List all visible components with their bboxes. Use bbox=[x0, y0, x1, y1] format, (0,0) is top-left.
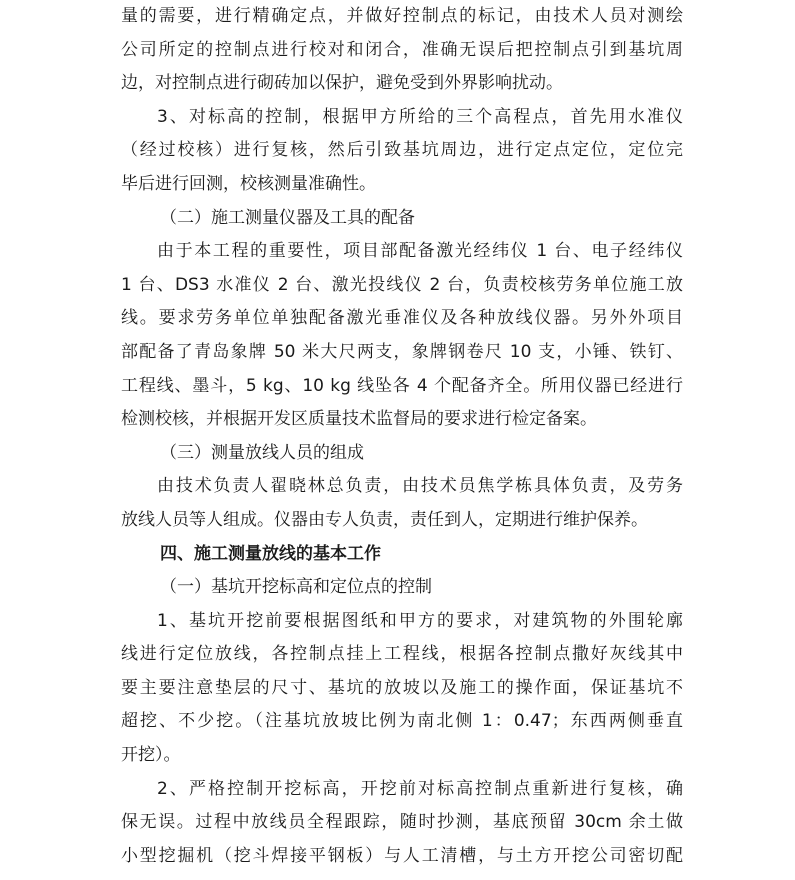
paragraph-line: 检测校核，并根据开发区质量技术监督局的要求进行检定备案。 bbox=[121, 409, 597, 430]
paragraph-line: 3、对标高的控制，根据甲方所给的三个高程点，首先用水准仪 bbox=[157, 106, 683, 127]
paragraph bbox=[0, 605, 795, 773]
paragraph-line: 边，对控制点进行砌砖加以保护，避免受到外界影响扰动。 bbox=[121, 73, 563, 94]
subsection-heading: （三）测量放线人员的组成 bbox=[160, 442, 364, 463]
paragraph-line: 超挖、不少挖。（注基坑放坡比例为南北侧 1：0.47；东西两侧垂直 bbox=[121, 711, 683, 732]
paragraph-line: （经过校核）进行复核，然后引致基坑周边，进行定点定位，定位完 bbox=[121, 140, 683, 161]
section-heading: 四、施工测量放线的基本工作 bbox=[160, 543, 381, 564]
paragraph bbox=[0, 773, 795, 874]
paragraph-line: 小型挖掘机（挖斗焊接平钢板）与人工清槽，与土方开挖公司密切配 bbox=[121, 845, 683, 866]
paragraph-line: 放线人员等人组成。仪器由专人负责，责任到人，定期进行维护保养。 bbox=[121, 509, 648, 530]
paragraph-line: 1、基坑开挖前要根据图纸和甲方的要求，对建筑物的外围轮廓 bbox=[157, 610, 683, 631]
paragraph-line: 要主要注意垫层的尺寸、基坑的放坡以及施工的操作面，保证基坑不 bbox=[121, 677, 683, 698]
paragraph-line: 毕后进行回测，校核测量准确性。 bbox=[121, 173, 376, 194]
paragraph-line: 1 台、DS3 水准仪 2 台、激光投线仪 2 台，负责校核劳务单位施工放 bbox=[121, 274, 683, 295]
paragraph bbox=[0, 0, 795, 101]
paragraph bbox=[0, 235, 795, 437]
paragraph-line: 由技术负责人翟晓林总负责，由技术员焦学栋具体负责，及劳务 bbox=[157, 476, 683, 497]
paragraph bbox=[0, 470, 795, 537]
paragraph-line: 部配备了青岛象牌 50 米大尺两支，象牌钢卷尺 10 支，小锤、铁钉、 bbox=[121, 341, 683, 362]
paragraph-line: 开挖）。 bbox=[121, 745, 181, 766]
paragraph-line: 量的需要，进行精确定点，并做好控制点的标记，由技术人员对测绘 bbox=[121, 6, 683, 26]
paragraph-line: 线。要求劳务单位单独配备激光垂准仪及各种放线仪器。另外外项目 bbox=[121, 308, 683, 329]
subsection-heading: （一）基坑开挖标高和定位点的控制 bbox=[160, 577, 432, 598]
subsection-heading: （二）施工测量仪器及工具的配备 bbox=[160, 207, 415, 228]
paragraph-line: 线进行定位放线，各控制点挂上工程线，根据各控制点撒好灰线其中 bbox=[121, 644, 683, 665]
paragraph bbox=[0, 101, 795, 202]
paragraph-line: 工程线、墨斗，5 kg、10 kg 线坠各 4 个配备齐全。所用仪器已经进行 bbox=[121, 375, 683, 396]
paragraph-line: 2、严格控制开挖标高，开挖前对标高控制点重新进行复核，确 bbox=[157, 778, 683, 799]
paragraph-line: 保无误。过程中放线员全程跟踪，随时抄测，基底预留 30cm 余土做 bbox=[121, 812, 683, 833]
paragraph-line: 公司所定的控制点进行校对和闭合，准确无误后把控制点引到基坑周 bbox=[121, 39, 683, 60]
paragraph-line: 由于本工程的重要性，项目部配备激光经纬仪 1 台、电子经纬仪 bbox=[157, 241, 683, 262]
